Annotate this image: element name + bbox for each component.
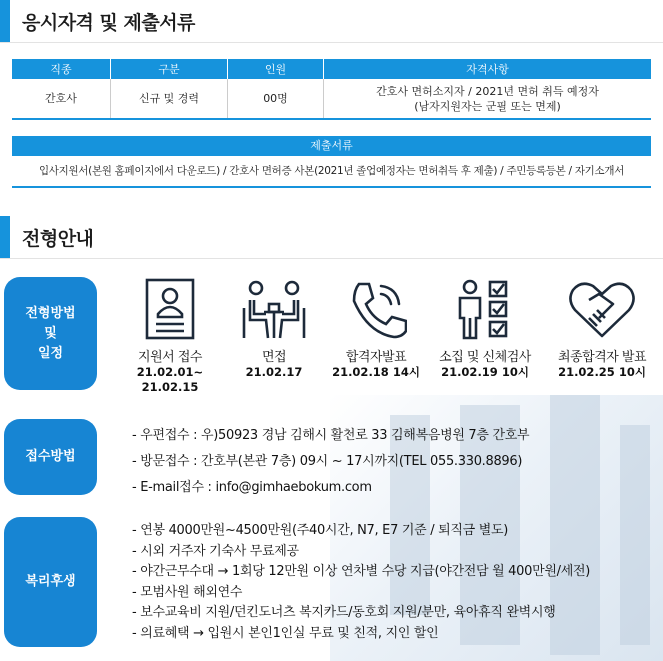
step-date: 21.02.18 14시 [332, 365, 420, 379]
schedule-label-line-1: 전형방법 [25, 305, 76, 321]
step-date-2: 21.02.15 [141, 380, 199, 394]
step-label: 면접 [261, 350, 287, 365]
welfare-label: 복리후생 [4, 517, 97, 647]
section-header-qualifications [0, 0, 663, 43]
section-accent-bar [0, 216, 10, 258]
documents-header: 제출서류 [12, 136, 651, 156]
step-date: 21.02.25 10시 [558, 365, 646, 379]
step-label: 지원서 접수 [138, 350, 202, 365]
step-physical-exam [430, 278, 540, 380]
header-count: 인원 [228, 59, 324, 79]
apply-method-label: 접수방법 [4, 419, 97, 495]
step-interview [219, 278, 329, 380]
qualification-line-2: (남자지원자는 군필 또는 면제) [414, 99, 561, 113]
header-qualification: 자격사항 [324, 59, 652, 79]
cell-count: 00명 [228, 79, 324, 119]
schedule-label-line-2: 및 [44, 325, 57, 341]
section-header-process [0, 216, 663, 259]
apply-line: - 우편접수 : 우)50923 경남 김해시 활천로 33 김해복음병원 7층 간호부 [132, 428, 530, 443]
schedule-label-line-3: 일정 [37, 345, 64, 361]
welfare-line: - 시외 거주자 기숙사 무료제공 [132, 543, 299, 559]
step-date: 21.02.01~ [136, 365, 204, 379]
welfare-list [132, 521, 590, 644]
apply-line: - E-mail접수 : info@gimhaebokum.com [132, 480, 372, 495]
welfare-line: - 모범사원 해외연수 [132, 584, 243, 600]
cell-qualification [324, 79, 652, 119]
apply-line: - 방문접수 : 간호부(본관 7층) 09시 ~ 17시까지(TEL 055.330.8896) [132, 454, 523, 469]
step-application [115, 278, 225, 395]
header-type: 구분 [111, 59, 228, 79]
handshake-icon [567, 278, 637, 340]
qualification-line-1: 간호사 면허소지자 / 2021년 면허 취득 예정자 [376, 84, 599, 98]
step-final-announcement [547, 278, 657, 380]
apply-method-list [132, 423, 529, 501]
step-announcement [321, 278, 431, 380]
header-job: 직종 [12, 59, 111, 79]
step-label: 최종합격자 발표 [557, 350, 647, 365]
cell-job: 간호사 [12, 79, 111, 119]
welfare-line: - 의료혜택 → 입원시 본인1인실 무료 및 친적, 지인 할인 [132, 625, 439, 641]
section-title: 전형안내 [22, 228, 94, 250]
resume-document-icon [140, 278, 200, 340]
phone-icon [345, 278, 407, 340]
step-label: 소집 및 신체검사 [439, 350, 531, 365]
checklist-person-icon [454, 278, 516, 340]
step-date: 21.02.19 10시 [441, 365, 529, 379]
welfare-line: - 보수교육비 지원/던킨도너츠 복지카드/동호회 지원/분만, 육아휴직 완벽시행 [132, 605, 556, 620]
section-accent-bar [0, 0, 10, 42]
qualification-table [12, 59, 651, 120]
cell-type: 신규 및 경력 [111, 79, 228, 119]
step-label: 합격자발표 [345, 350, 407, 365]
schedule-label [4, 277, 97, 390]
step-date: 21.02.17 [245, 365, 303, 379]
welfare-line: - 야간근무수대 → 1회당 12만원 이상 연차별 수당 지급(야간전담 월 400만원/세전) [132, 564, 590, 579]
interview-icon [240, 278, 308, 340]
section-title: 응시자격 및 제출서류 [22, 12, 195, 34]
welfare-line: - 연봉 4000만원~4500만원(주40시간, N7, E7 기준 / 퇴직금 별도) [132, 523, 509, 538]
documents-text: 입사지원서(본원 홈페이지에서 다운로드) / 간호사 면허증 사본(2021년 졸업예정자는 면허취득 후 제출) / 주민등록등본 / 자기소개서 [12, 156, 651, 188]
table-header-row [12, 59, 651, 79]
table-row [12, 79, 651, 119]
